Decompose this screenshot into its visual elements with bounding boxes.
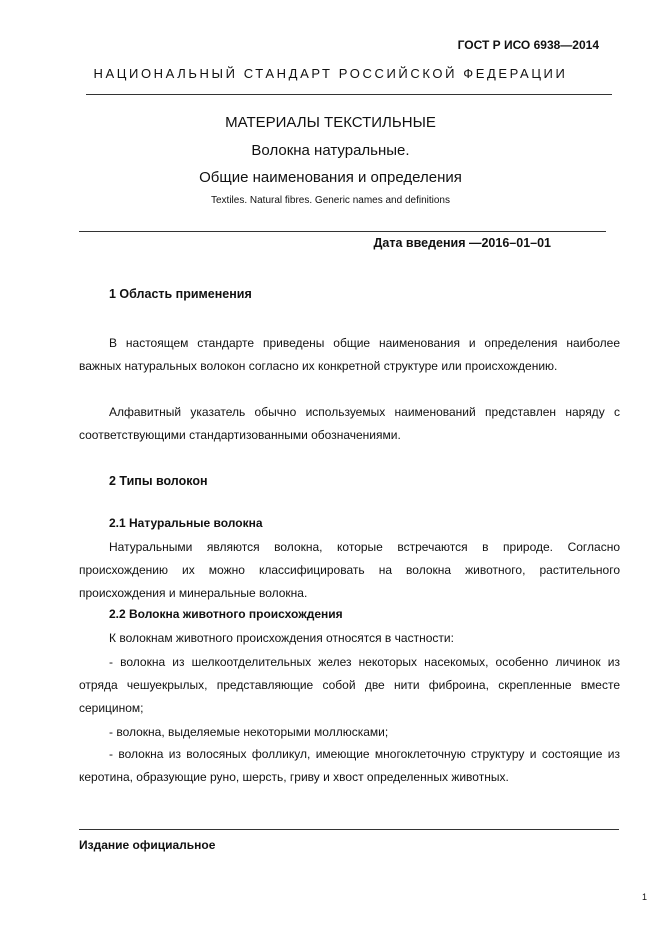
list-item: - волокна, выделяемые некоторыми моллюсками; <box>109 725 389 739</box>
subsection-2-2-intro: К волокнам животного происхождения относятся в частности: <box>109 631 454 645</box>
top-divider <box>86 94 612 95</box>
section-1-paragraph-2: Алфавитный указатель обычно используемых наименований представлен наряду с соответствующими стандартизованными обозначениями. <box>79 405 620 442</box>
list-item: - волокна из шелкоотделительных желез некоторых насекомых, особенно личинок из отряда чешуекрылых, представляющие собой две нити фиброина, скрепленные вместе серицином; <box>79 655 620 715</box>
english-title: Textiles. Natural fibres. Generic names and definitions <box>210 195 450 206</box>
title-line-1: МАТЕРИАЛЫ ТЕКСТИЛЬНЫЕ <box>225 114 436 131</box>
list-item: - волокна из волосяных фолликул, имеющие многоклеточную структуру и состоящие из керотина, образующие руно, шерсть, гриву и хвост определенных животных. <box>79 747 620 784</box>
title-divider <box>79 231 606 232</box>
subsection-2-1-text: Натуральными являются волокна, которые встречаются в природе. Согласно происхождению их можно классифицировать на волокна животного, растительного происхождения и минеральные волокна. <box>79 540 620 600</box>
footer-divider <box>79 829 619 830</box>
page-number: 1 <box>641 892 647 902</box>
standard-title: НАЦИОНАЛЬНЫЙ СТАНДАРТ РОССИЙСКОЙ ФЕДЕРАЦИИ <box>93 66 568 81</box>
section-2-heading: 2 Типы волокон <box>109 474 208 488</box>
document-code: ГОСТ Р ИСО 6938—2014 <box>457 38 599 52</box>
section-1-heading: 1 Область применения <box>109 287 252 301</box>
subsection-2-1-heading: 2.1 Натуральные волокна <box>109 516 263 530</box>
edition-label: Издание официальное <box>79 838 216 852</box>
introduction-date: Дата введения —2016–01–01 <box>373 236 551 250</box>
subsection-2-2-heading: 2.2 Волокна животного происхождения <box>109 607 343 621</box>
title-line-3: Общие наименования и определения <box>199 169 462 186</box>
title-line-2: Волокна натуральные. <box>251 142 410 159</box>
section-1-paragraph-1: В настоящем стандарте приведены общие наименования и определения наиболее важных натуральных волокон согласно их конкретной структуре или происхождению. <box>79 336 620 373</box>
